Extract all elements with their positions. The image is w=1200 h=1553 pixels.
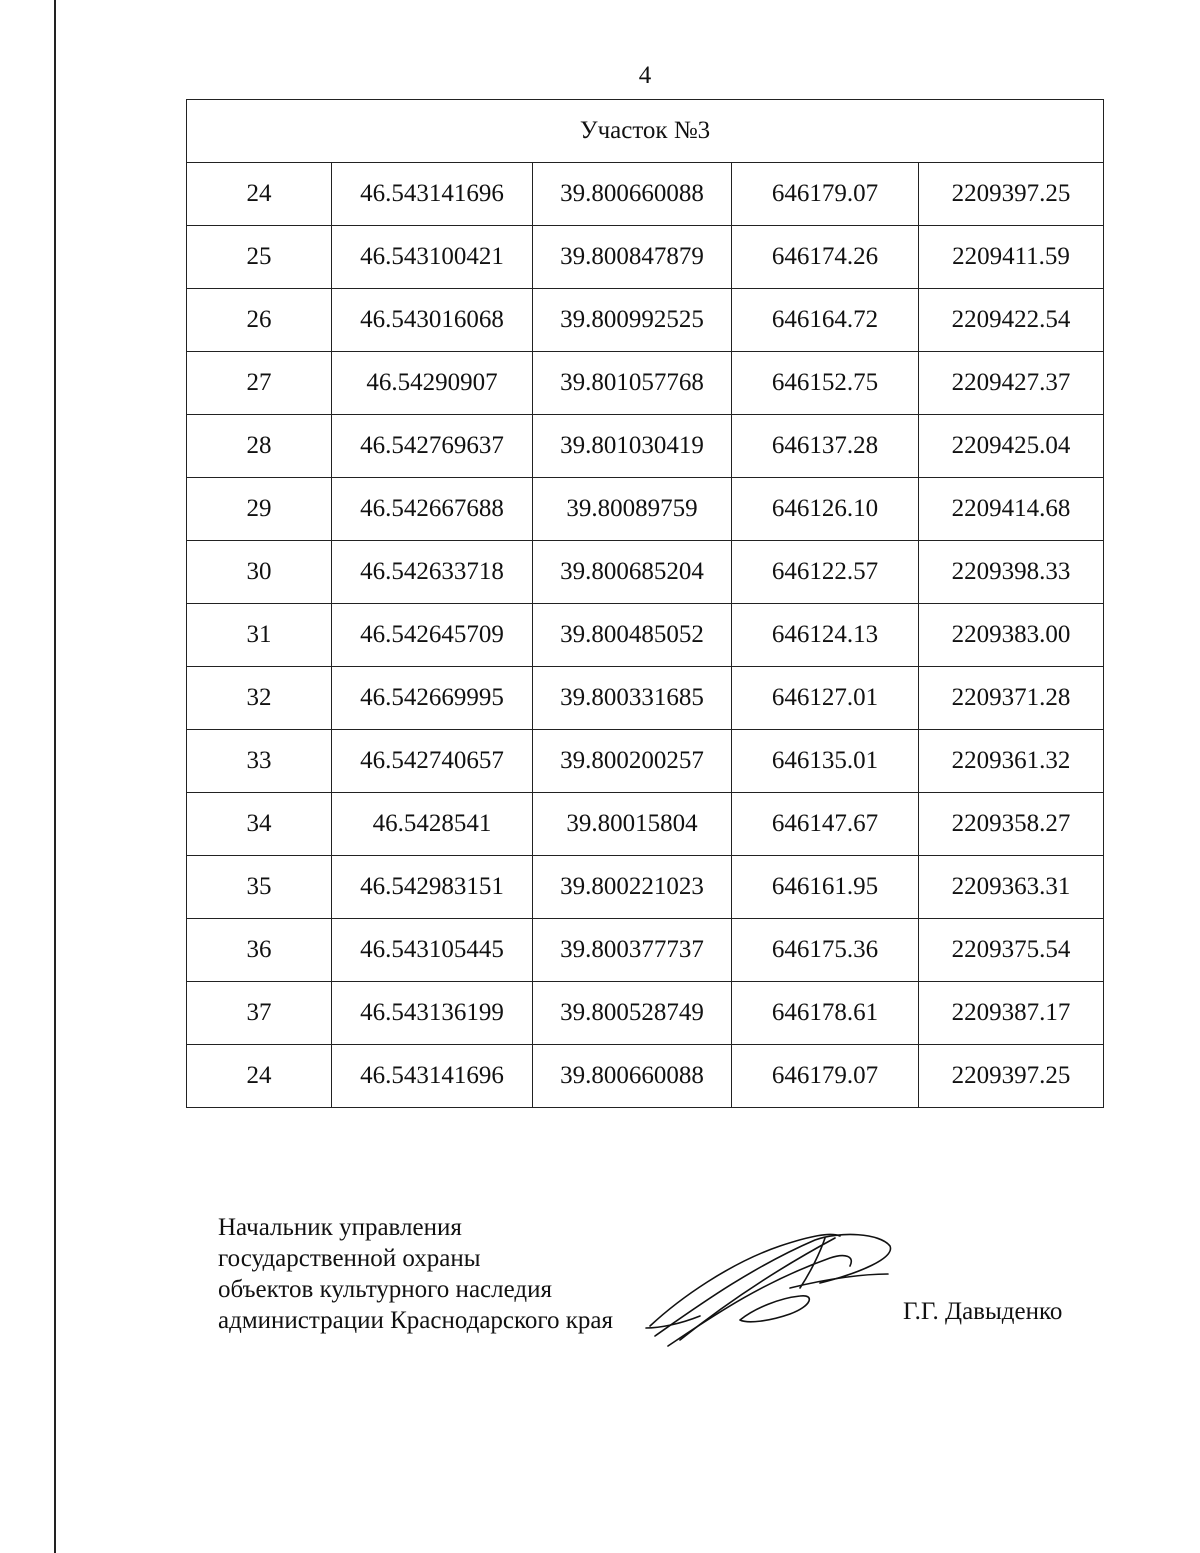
table-cell: 39.801030419 [533,415,732,478]
table-cell: 646178.61 [732,982,919,1045]
table-cell: 2209375.54 [919,919,1104,982]
table-cell: 646147.67 [732,793,919,856]
table-cell: 34 [187,793,332,856]
table-cell: 646161.95 [732,856,919,919]
handwritten-signature [640,1228,900,1353]
table-cell: 37 [187,982,332,1045]
table-row [187,856,1104,919]
table-cell: 46.543141696 [332,1045,533,1108]
table-cell: 2209363.31 [919,856,1104,919]
table-cell: 39.800528749 [533,982,732,1045]
table-row [187,352,1104,415]
table-row [187,478,1104,541]
table-cell: 46.543136199 [332,982,533,1045]
table-cell: 46.542769637 [332,415,533,478]
table-cell: 646152.75 [732,352,919,415]
table-cell: 46.543141696 [332,163,533,226]
table-cell: 646135.01 [732,730,919,793]
table-row [187,541,1104,604]
table-cell: 646124.13 [732,604,919,667]
table-cell: 46.542633718 [332,541,533,604]
table-row [187,730,1104,793]
table-cell: 646164.72 [732,289,919,352]
table-cell: 28 [187,415,332,478]
table-cell: 2209397.25 [919,163,1104,226]
table-cell: 46.543105445 [332,919,533,982]
table-cell: 2209383.00 [919,604,1104,667]
table-cell: 39.800847879 [533,226,732,289]
table-cell: 646127.01 [732,667,919,730]
table-cell: 646174.26 [732,226,919,289]
signature-block [218,1212,613,1336]
table-cell: 46.542983151 [332,856,533,919]
table-cell: 646179.07 [732,1045,919,1108]
table-cell: 29 [187,478,332,541]
table-cell: 646175.36 [732,919,919,982]
table-cell: 39.800660088 [533,163,732,226]
table-cell: 25 [187,226,332,289]
page-number: 4 [638,62,652,89]
table-cell: 39.800200257 [533,730,732,793]
page-margin-rule [54,0,56,1553]
table-cell: 46.54290907 [332,352,533,415]
table-row [187,667,1104,730]
table-cell: 24 [187,163,332,226]
table-cell: 39.800331685 [533,667,732,730]
table-cell: 2209387.17 [919,982,1104,1045]
table-row [187,289,1104,352]
section-header-row [187,100,1104,163]
table-cell: 39.800660088 [533,1045,732,1108]
table-cell: 2209414.68 [919,478,1104,541]
position-line-4: администрации Краснодарского края [218,1307,614,1334]
table-row [187,1045,1104,1108]
table-cell: 2209358.27 [919,793,1104,856]
table-row [187,163,1104,226]
table-row [187,982,1104,1045]
table-cell: 2209397.25 [919,1045,1104,1108]
table-row [187,226,1104,289]
position-line-3: объектов культурного наследия [218,1276,552,1303]
table-cell: 27 [187,352,332,415]
table-cell: 39.800485052 [533,604,732,667]
table-cell: 46.542667688 [332,478,533,541]
table-cell: 646179.07 [732,163,919,226]
table-cell: 30 [187,541,332,604]
table-cell: 2209361.32 [919,730,1104,793]
position-line-1: Начальник управления [218,1214,462,1241]
table-cell: 24 [187,1045,332,1108]
table-row [187,919,1104,982]
table-cell: 646137.28 [732,415,919,478]
table-cell: 2209398.33 [919,541,1104,604]
table-cell: 46.543016068 [332,289,533,352]
table-row [187,793,1104,856]
table-cell: 39.800221023 [533,856,732,919]
table-cell: 646122.57 [732,541,919,604]
table-cell: 26 [187,289,332,352]
table-cell: 39.80089759 [533,478,732,541]
signer-name: Г.Г. Давыденко [903,1298,1063,1325]
table-cell: 35 [187,856,332,919]
table-cell: 32 [187,667,332,730]
table-cell: 46.543100421 [332,226,533,289]
table-row [187,604,1104,667]
table-cell: 2209422.54 [919,289,1104,352]
table-row [187,415,1104,478]
table-cell: 2209427.37 [919,352,1104,415]
table-cell: 39.800992525 [533,289,732,352]
table-cell: 46.5428541 [332,793,533,856]
table-cell: 39.800377737 [533,919,732,982]
table-cell: 33 [187,730,332,793]
table-cell: 646126.10 [732,478,919,541]
table-cell: 2209425.04 [919,415,1104,478]
table-cell: 39.800685204 [533,541,732,604]
table-cell: 2209371.28 [919,667,1104,730]
coordinates-table [186,99,1104,1108]
section-title: Участок №3 [187,100,1104,163]
table-cell: 39.801057768 [533,352,732,415]
table-cell: 2209411.59 [919,226,1104,289]
table-cell: 36 [187,919,332,982]
position-line-2: государственной охраны [218,1245,481,1272]
table-cell: 46.542740657 [332,730,533,793]
table-cell: 39.80015804 [533,793,732,856]
table-cell: 46.542645709 [332,604,533,667]
table-cell: 31 [187,604,332,667]
table-cell: 46.542669995 [332,667,533,730]
